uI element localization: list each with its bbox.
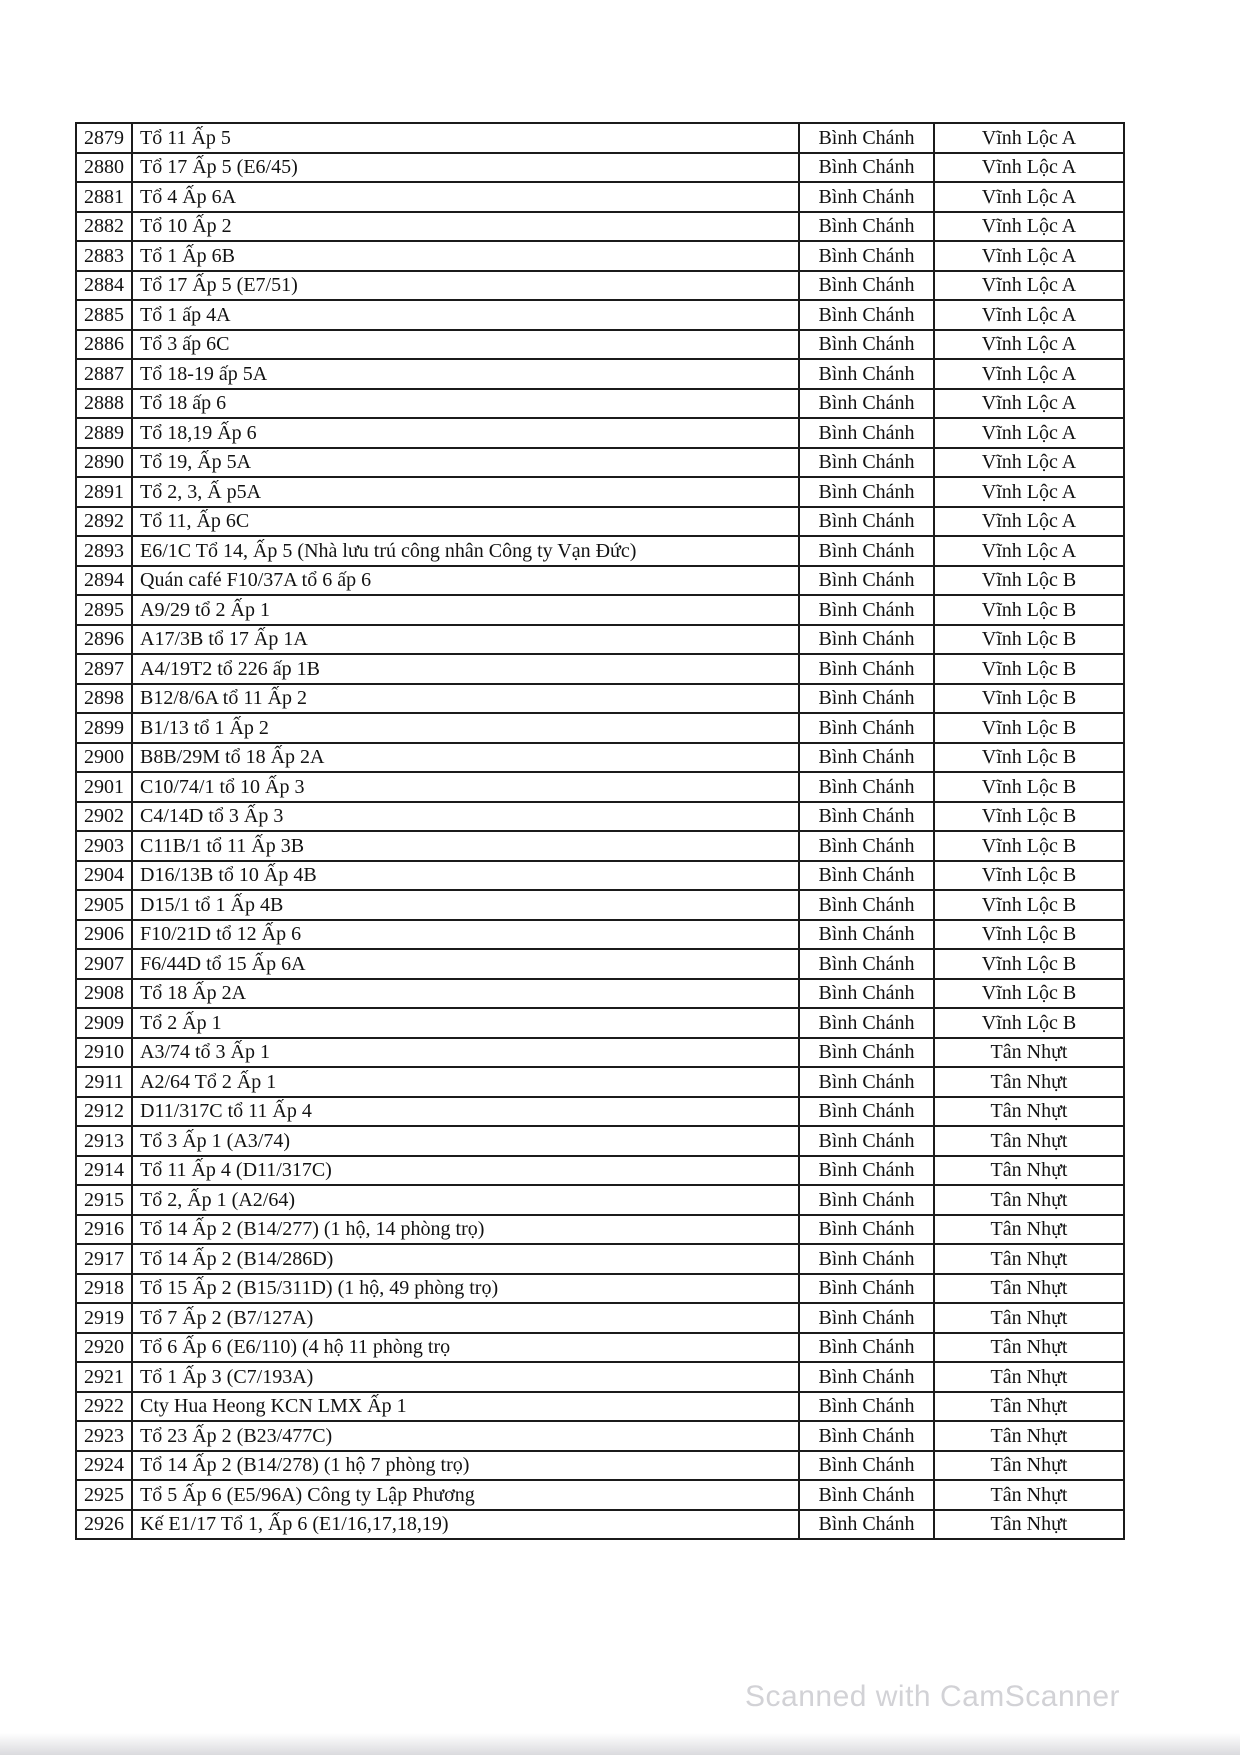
address-cell: A9/29 tổ 2 Ấp 1 [132,595,799,625]
district-cell: Bình Chánh [799,1362,934,1392]
row-id-cell: 2919 [76,1303,132,1333]
ward-cell: Vĩnh Lộc B [934,625,1124,655]
district-cell: Bình Chánh [799,330,934,360]
ward-cell: Vĩnh Lộc B [934,861,1124,891]
row-id-cell: 2915 [76,1185,132,1215]
row-id-cell: 2902 [76,802,132,832]
ward-cell: Vĩnh Lộc A [934,477,1124,507]
address-cell: Cty Hua Heong KCN LMX Ấp 1 [132,1392,799,1422]
ward-cell: Vĩnh Lộc B [934,920,1124,950]
address-cell: Quán café F10/37A tổ 6 ấp 6 [132,566,799,596]
district-cell: Bình Chánh [799,625,934,655]
row-id-cell: 2925 [76,1480,132,1510]
district-cell: Bình Chánh [799,743,934,773]
ward-cell: Vĩnh Lộc B [934,743,1124,773]
row-id-cell: 2910 [76,1038,132,1068]
table-row [76,300,1124,330]
ward-cell: Tân Nhựt [934,1274,1124,1304]
ward-cell: Tân Nhựt [934,1451,1124,1481]
district-cell: Bình Chánh [799,1097,934,1127]
district-cell: Bình Chánh [799,595,934,625]
address-cell: D15/1 tổ 1 Ấp 4B [132,890,799,920]
table-row [76,1185,1124,1215]
row-id-cell: 2907 [76,949,132,979]
address-cell: Tổ 3 ấp 6C [132,330,799,360]
camscanner-watermark: Scanned with CamScanner [745,1680,1121,1713]
ward-cell: Vĩnh Lộc B [934,713,1124,743]
address-cell: Tổ 2, 3, Ấ p5A [132,477,799,507]
table-row [76,743,1124,773]
district-cell: Bình Chánh [799,713,934,743]
district-cell: Bình Chánh [799,536,934,566]
table-row [76,1510,1124,1540]
address-cell: B12/8/6A tổ 11 Ấp 2 [132,684,799,714]
address-cell: C11B/1 tổ 11 Ấp 3B [132,831,799,861]
table-row [76,330,1124,360]
table-row [76,1392,1124,1422]
address-cell: A2/64 Tổ 2 Ấp 1 [132,1067,799,1097]
table-row [76,1215,1124,1245]
address-cell: Tổ 18-19 ấp 5A [132,359,799,389]
row-id-cell: 2920 [76,1333,132,1363]
table-row [76,359,1124,389]
row-id-cell: 2912 [76,1097,132,1127]
row-id-cell: 2895 [76,595,132,625]
address-cell: Tổ 6 Ấp 6 (E6/110) (4 hộ 11 phòng trọ [132,1333,799,1363]
row-id-cell: 2896 [76,625,132,655]
table-row [76,418,1124,448]
address-cell: A17/3B tổ 17 Ấp 1A [132,625,799,655]
district-cell: Bình Chánh [799,477,934,507]
ward-cell: Vĩnh Lộc A [934,448,1124,478]
table-row [76,861,1124,891]
ward-cell: Tân Nhựt [934,1392,1124,1422]
address-cell: D16/13B tổ 10 Ấp 4B [132,861,799,891]
address-cell: Tổ 11, Ấp 6C [132,507,799,537]
ward-cell: Tân Nhựt [934,1333,1124,1363]
table-row [76,713,1124,743]
address-cell: F6/44D tổ 15 Ấp 6A [132,949,799,979]
row-id-cell: 2899 [76,713,132,743]
table-row [76,477,1124,507]
table-row [76,1008,1124,1038]
address-cell: Tổ 14 Ấp 2 (B14/277) (1 hộ, 14 phòng trọ) [132,1215,799,1245]
address-cell: A3/74 tổ 3 Ấp 1 [132,1038,799,1068]
address-cell: Tổ 18 Ấp 2A [132,979,799,1009]
district-cell: Bình Chánh [799,241,934,271]
row-id-cell: 2913 [76,1126,132,1156]
ward-cell: Vĩnh Lộc A [934,212,1124,242]
address-cell: Tổ 19, Ấp 5A [132,448,799,478]
row-id-cell: 2894 [76,566,132,596]
district-cell: Bình Chánh [799,212,934,242]
ward-cell: Vĩnh Lộc A [934,271,1124,301]
district-cell: Bình Chánh [799,949,934,979]
table-row [76,448,1124,478]
district-cell: Bình Chánh [799,861,934,891]
ward-cell: Vĩnh Lộc A [934,359,1124,389]
row-id-cell: 2884 [76,271,132,301]
address-cell: A4/19T2 tổ 226 ấp 1B [132,654,799,684]
address-cell: B8B/29M tổ 18 Ấp 2A [132,743,799,773]
district-cell: Bình Chánh [799,389,934,419]
table-row [76,595,1124,625]
address-cell: Tổ 14 Ấp 2 (B14/278) (1 hộ 7 phòng trọ) [132,1451,799,1481]
ward-cell: Tân Nhựt [934,1303,1124,1333]
table-row [76,123,1124,153]
district-cell: Bình Chánh [799,1274,934,1304]
table-row [76,507,1124,537]
address-cell: Tổ 18,19 Ấp 6 [132,418,799,448]
ward-cell: Vĩnh Lộc A [934,330,1124,360]
row-id-cell: 2914 [76,1156,132,1186]
district-cell: Bình Chánh [799,1156,934,1186]
row-id-cell: 2897 [76,654,132,684]
district-cell: Bình Chánh [799,831,934,861]
district-cell: Bình Chánh [799,1067,934,1097]
row-id-cell: 2881 [76,182,132,212]
ward-cell: Tân Nhựt [934,1215,1124,1245]
district-cell: Bình Chánh [799,507,934,537]
ward-cell: Tân Nhựt [934,1097,1124,1127]
district-cell: Bình Chánh [799,182,934,212]
address-cell: Tổ 2 Ấp 1 [132,1008,799,1038]
district-cell: Bình Chánh [799,1008,934,1038]
ward-cell: Vĩnh Lộc B [934,566,1124,596]
district-cell: Bình Chánh [799,359,934,389]
table-row [76,1303,1124,1333]
row-id-cell: 2908 [76,979,132,1009]
district-cell: Bình Chánh [799,1126,934,1156]
row-id-cell: 2887 [76,359,132,389]
district-cell: Bình Chánh [799,802,934,832]
address-cell: Tổ 18 ấp 6 [132,389,799,419]
ward-cell: Vĩnh Lộc A [934,123,1124,153]
table-row [76,241,1124,271]
district-cell: Bình Chánh [799,890,934,920]
table-row [76,271,1124,301]
district-cell: Bình Chánh [799,920,934,950]
row-id-cell: 2922 [76,1392,132,1422]
district-cell: Bình Chánh [799,1392,934,1422]
table-row [76,1067,1124,1097]
district-cell: Bình Chánh [799,1480,934,1510]
address-cell: Tổ 17 Ấp 5 (E7/51) [132,271,799,301]
district-cell: Bình Chánh [799,684,934,714]
district-cell: Bình Chánh [799,300,934,330]
ward-cell: Vĩnh Lộc B [934,979,1124,1009]
table-row [76,1038,1124,1068]
row-id-cell: 2906 [76,920,132,950]
table-row [76,1362,1124,1392]
row-id-cell: 2890 [76,448,132,478]
table-row [76,1451,1124,1481]
ward-cell: Vĩnh Lộc A [934,241,1124,271]
district-cell: Bình Chánh [799,1510,934,1540]
district-cell: Bình Chánh [799,979,934,1009]
address-cell: Tổ 14 Ấp 2 (B14/286D) [132,1244,799,1274]
ward-cell: Vĩnh Lộc B [934,654,1124,684]
ward-cell: Vĩnh Lộc B [934,890,1124,920]
address-cell: Tổ 1 ấp 4A [132,300,799,330]
address-cell: Tổ 23 Ấp 2 (B23/477C) [132,1421,799,1451]
district-cell: Bình Chánh [799,1333,934,1363]
district-cell: Bình Chánh [799,1215,934,1245]
row-id-cell: 2905 [76,890,132,920]
ward-cell: Vĩnh Lộc B [934,831,1124,861]
ward-cell: Vĩnh Lộc B [934,802,1124,832]
district-cell: Bình Chánh [799,1244,934,1274]
ward-cell: Vĩnh Lộc B [934,772,1124,802]
row-id-cell: 2900 [76,743,132,773]
address-cell: Tổ 1 Ấp 6B [132,241,799,271]
row-id-cell: 2917 [76,1244,132,1274]
district-cell: Bình Chánh [799,1451,934,1481]
row-id-cell: 2898 [76,684,132,714]
row-id-cell: 2926 [76,1510,132,1540]
address-cell: Tổ 17 Ấp 5 (E6/45) [132,153,799,183]
table-row [76,182,1124,212]
table-row [76,1421,1124,1451]
row-id-cell: 2879 [76,123,132,153]
table-row [76,389,1124,419]
table-row [76,772,1124,802]
ward-cell: Vĩnh Lộc B [934,1008,1124,1038]
table-row [76,654,1124,684]
ward-cell: Vĩnh Lộc A [934,153,1124,183]
locations-table-body [76,123,1124,1539]
row-id-cell: 2909 [76,1008,132,1038]
table-row [76,1274,1124,1304]
table-row [76,625,1124,655]
row-id-cell: 2885 [76,300,132,330]
row-id-cell: 2903 [76,831,132,861]
table-row [76,1480,1124,1510]
table-row [76,949,1124,979]
table-row [76,890,1124,920]
table-row [76,1156,1124,1186]
ward-cell: Tân Nhựt [934,1038,1124,1068]
address-cell: B1/13 tổ 1 Ấp 2 [132,713,799,743]
ward-cell: Tân Nhựt [934,1362,1124,1392]
row-id-cell: 2880 [76,153,132,183]
address-cell: Tổ 11 Ấp 5 [132,123,799,153]
ward-cell: Vĩnh Lộc A [934,300,1124,330]
address-cell: C10/74/1 tổ 10 Ấp 3 [132,772,799,802]
address-cell: D11/317C tổ 11 Ấp 4 [132,1097,799,1127]
row-id-cell: 2921 [76,1362,132,1392]
table-row [76,979,1124,1009]
address-cell: Tổ 7 Ấp 2 (B7/127A) [132,1303,799,1333]
district-cell: Bình Chánh [799,1038,934,1068]
district-cell: Bình Chánh [799,654,934,684]
table-row [76,566,1124,596]
district-cell: Bình Chánh [799,1421,934,1451]
row-id-cell: 2882 [76,212,132,242]
ward-cell: Vĩnh Lộc A [934,536,1124,566]
table-row [76,1097,1124,1127]
ward-cell: Tân Nhựt [934,1510,1124,1540]
ward-cell: Vĩnh Lộc A [934,418,1124,448]
ward-cell: Tân Nhựt [934,1126,1124,1156]
row-id-cell: 2888 [76,389,132,419]
table-row [76,536,1124,566]
address-cell: F10/21D tổ 12 Ấp 6 [132,920,799,950]
table-row [76,1126,1124,1156]
district-cell: Bình Chánh [799,123,934,153]
address-cell: Tổ 3 Ấp 1 (A3/74) [132,1126,799,1156]
address-cell: Tổ 2, Ấp 1 (A2/64) [132,1185,799,1215]
ward-cell: Tân Nhựt [934,1067,1124,1097]
table-row [76,920,1124,950]
row-id-cell: 2883 [76,241,132,271]
row-id-cell: 2886 [76,330,132,360]
ward-cell: Tân Nhựt [934,1156,1124,1186]
district-cell: Bình Chánh [799,1303,934,1333]
ward-cell: Vĩnh Lộc A [934,389,1124,419]
row-id-cell: 2893 [76,536,132,566]
ward-cell: Tân Nhựt [934,1244,1124,1274]
row-id-cell: 2918 [76,1274,132,1304]
ward-cell: Tân Nhựt [934,1480,1124,1510]
address-cell: E6/1C Tổ 14, Ấp 5 (Nhà lưu trú công nhân Công ty Vạn Đức) [132,536,799,566]
district-cell: Bình Chánh [799,566,934,596]
district-cell: Bình Chánh [799,418,934,448]
district-cell: Bình Chánh [799,153,934,183]
ward-cell: Vĩnh Lộc A [934,507,1124,537]
ward-cell: Tân Nhựt [934,1421,1124,1451]
address-cell: Tổ 15 Ấp 2 (B15/311D) (1 hộ, 49 phòng trọ) [132,1274,799,1304]
row-id-cell: 2889 [76,418,132,448]
address-cell: Tổ 4 Ấp 6A [132,182,799,212]
district-cell: Bình Chánh [799,448,934,478]
address-cell: C4/14D tổ 3 Ấp 3 [132,802,799,832]
ward-cell: Tân Nhựt [934,1185,1124,1215]
ward-cell: Vĩnh Lộc B [934,949,1124,979]
table-row [76,831,1124,861]
table-row [76,684,1124,714]
row-id-cell: 2923 [76,1421,132,1451]
row-id-cell: 2911 [76,1067,132,1097]
row-id-cell: 2901 [76,772,132,802]
locations-table [75,122,1125,1540]
district-cell: Bình Chánh [799,271,934,301]
row-id-cell: 2924 [76,1451,132,1481]
table-row [76,1244,1124,1274]
row-id-cell: 2892 [76,507,132,537]
scan-edge-shadow [0,1733,1240,1755]
table-row [76,802,1124,832]
address-cell: Tổ 10 Ấp 2 [132,212,799,242]
district-cell: Bình Chánh [799,772,934,802]
district-cell: Bình Chánh [799,1185,934,1215]
ward-cell: Vĩnh Lộc B [934,684,1124,714]
table-row [76,153,1124,183]
row-id-cell: 2891 [76,477,132,507]
row-id-cell: 2916 [76,1215,132,1245]
address-cell: Tổ 1 Ấp 3 (C7/193A) [132,1362,799,1392]
table-row [76,1333,1124,1363]
ward-cell: Vĩnh Lộc A [934,182,1124,212]
address-cell: Kế E1/17 Tổ 1, Ấp 6 (E1/16,17,18,19) [132,1510,799,1540]
table-row [76,212,1124,242]
address-cell: Tổ 5 Ấp 6 (E5/96A) Công ty Lập Phương [132,1480,799,1510]
address-cell: Tổ 11 Ấp 4 (D11/317C) [132,1156,799,1186]
row-id-cell: 2904 [76,861,132,891]
ward-cell: Vĩnh Lộc B [934,595,1124,625]
